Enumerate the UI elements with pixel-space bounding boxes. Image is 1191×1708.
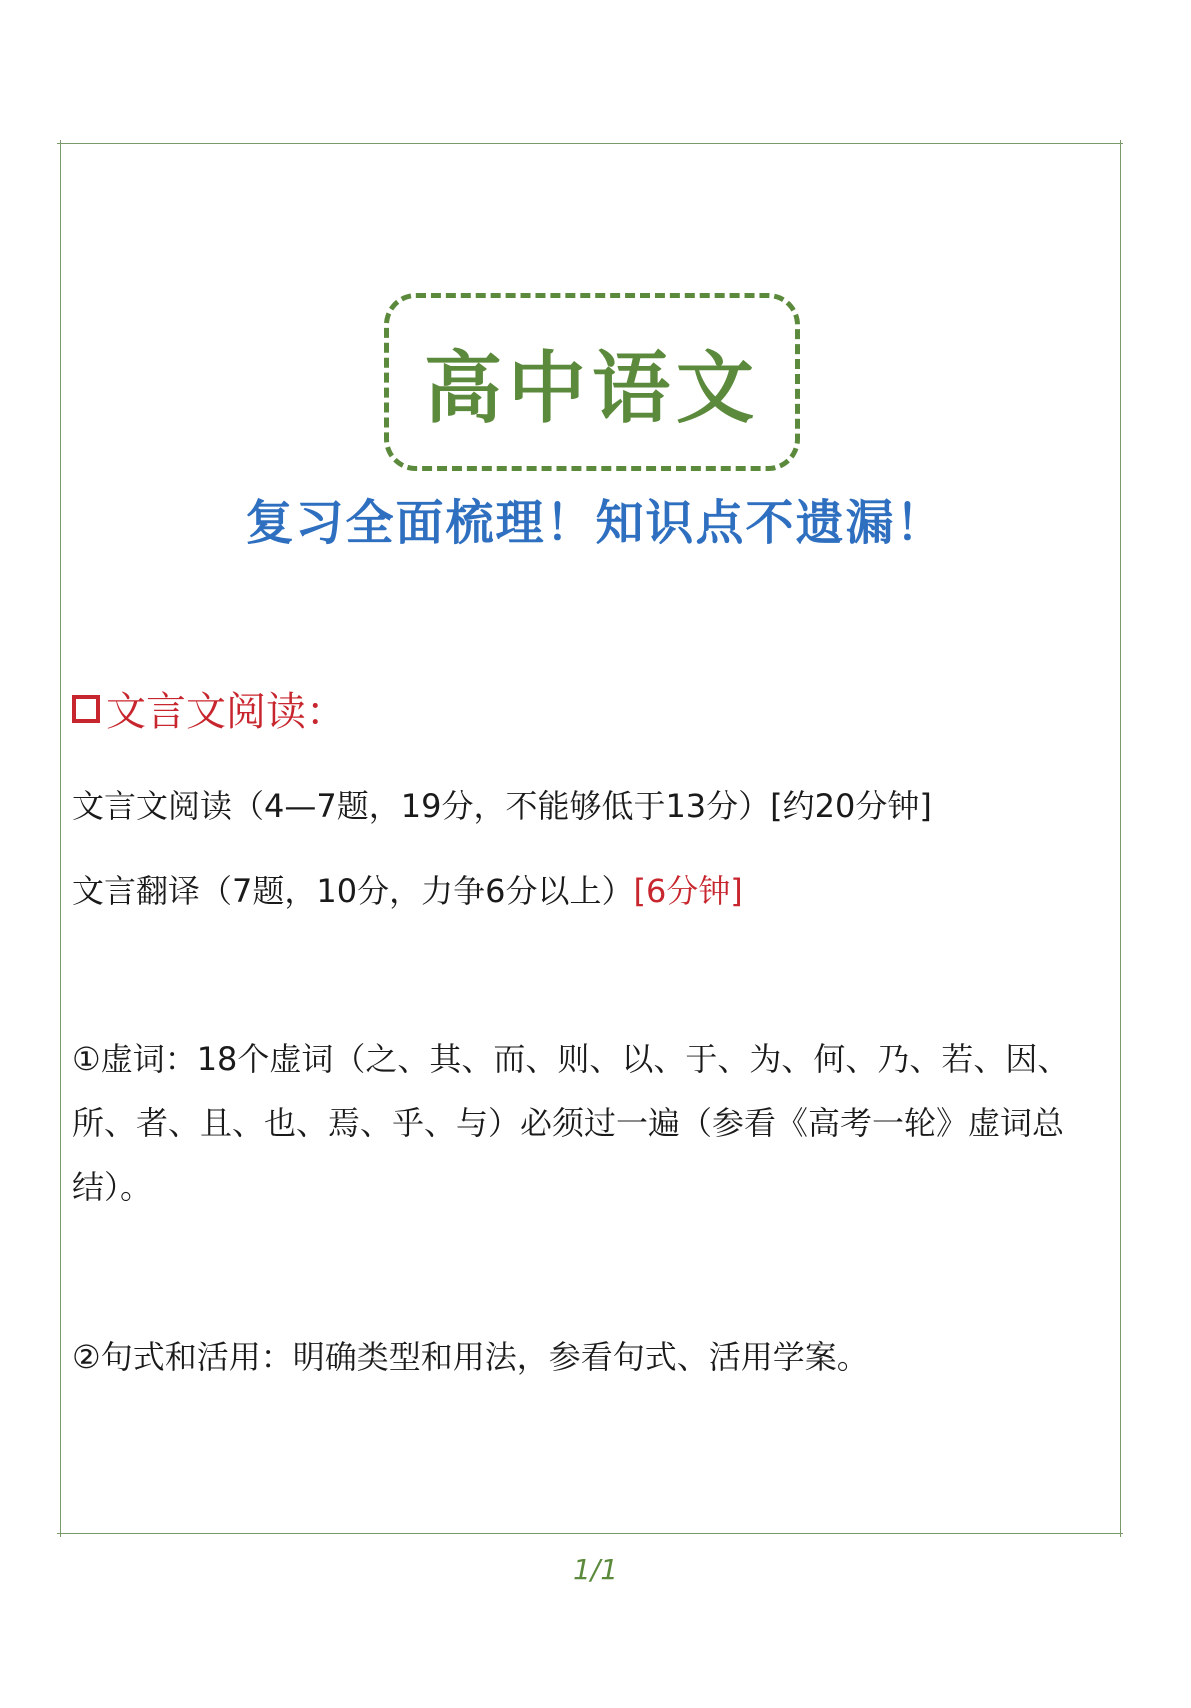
function-words-item: ①虚词：18个虚词（之、其、而、则、以、于、为、何、乃、若、因、所、者、且、也、焉、乎、与）必须过一遍（参看《高考一轮》虚词总结）。 (72, 1040, 1070, 1206)
page-frame-left (60, 140, 61, 1537)
translation-time-text: [6分钟] (633, 872, 743, 910)
page-number: 1/1 (572, 1553, 619, 1586)
reading-line: 文言文阅读（4—7题，19分，不能够低于13分）[约20分钟] (72, 787, 932, 825)
page-frame-right (1120, 140, 1121, 1537)
translation-line (72, 866, 1112, 912)
page-title: 高中语文 (423, 344, 760, 434)
title-box (384, 293, 800, 471)
sentence-patterns-item: ②句式和活用：明确类型和用法，参看句式、活用学案。 (72, 1338, 869, 1376)
page-frame-top (57, 143, 1123, 144)
checkbox-icon (72, 695, 100, 723)
section-heading (72, 680, 346, 737)
section-heading-text: 文言文阅读： (106, 689, 346, 735)
page-subtitle: 复习全面梳理！知识点不遗漏！ (245, 495, 946, 551)
page-frame-bottom (57, 1533, 1123, 1534)
translation-main-text: 文言翻译（7题，10分，力争6分以上） (72, 872, 634, 910)
